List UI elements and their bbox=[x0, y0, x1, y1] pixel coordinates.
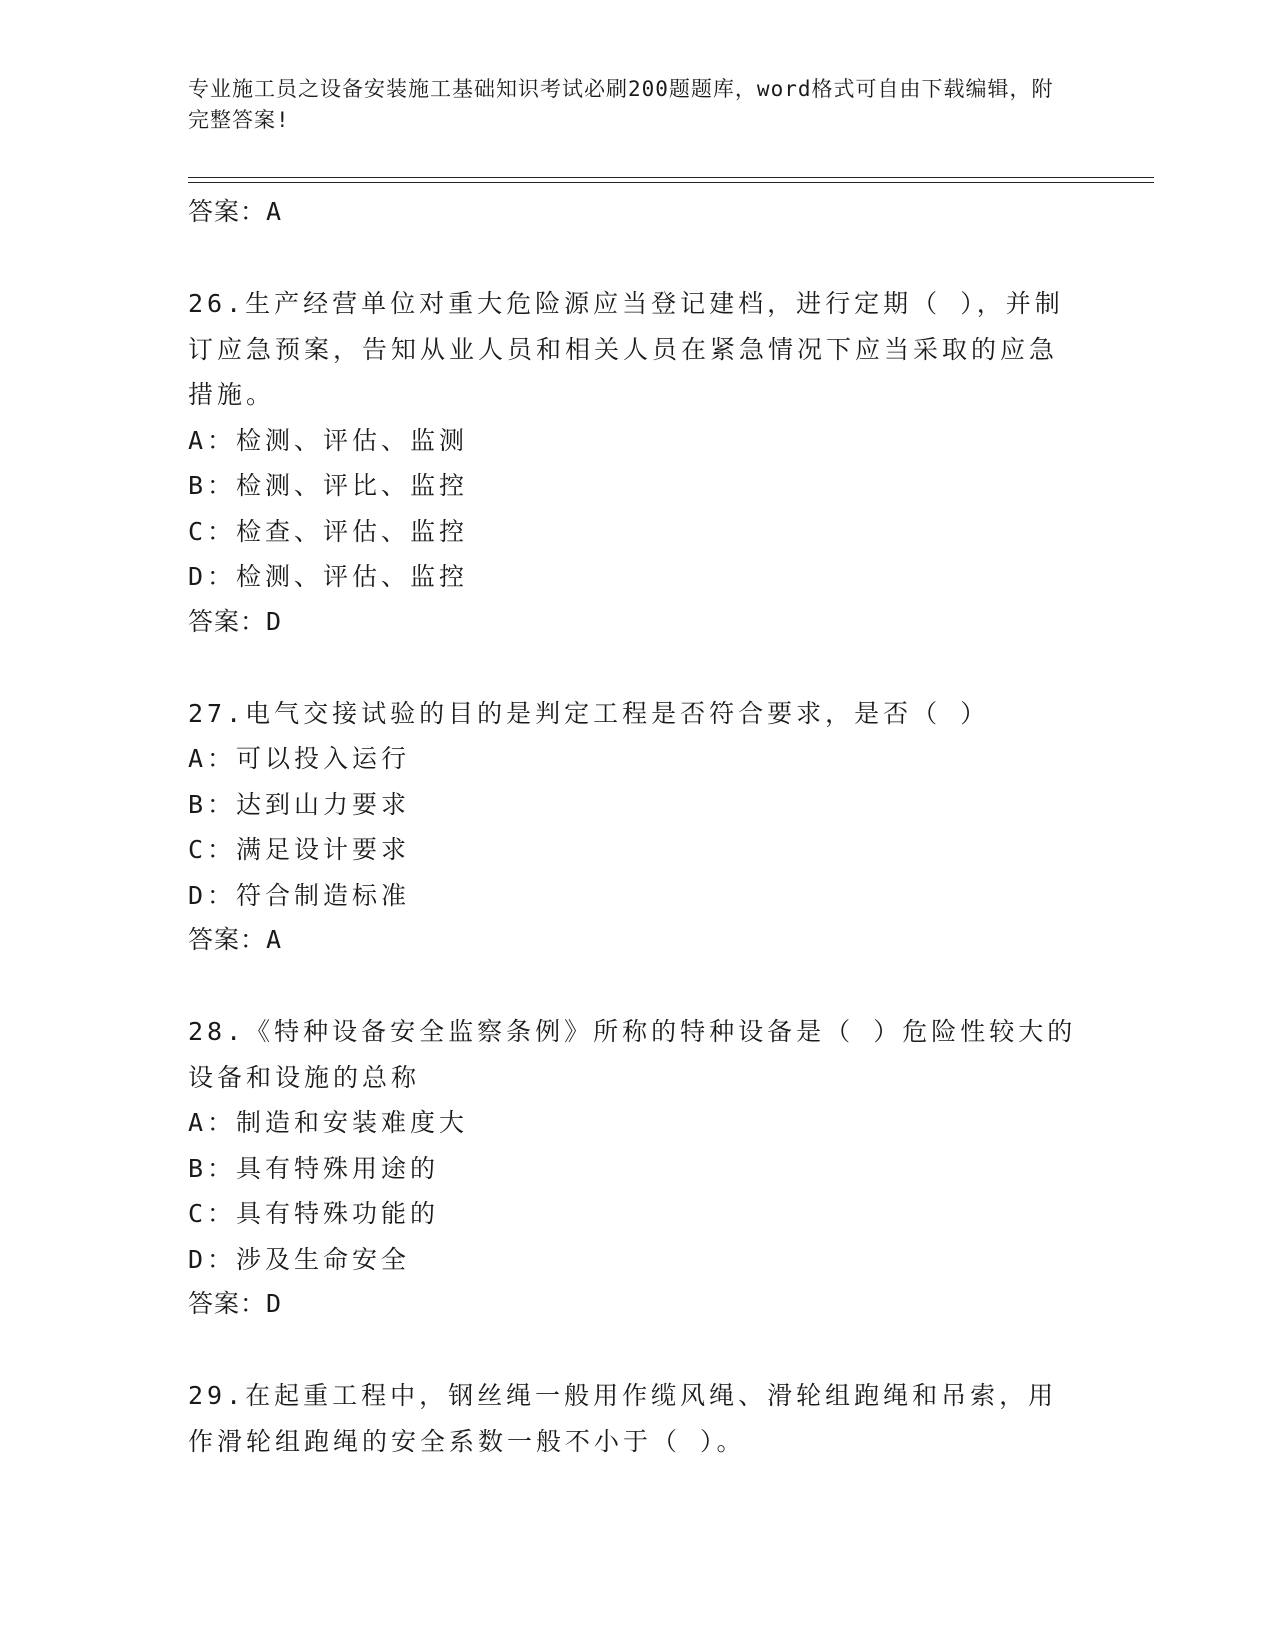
question-stem: 27.电气交接试验的目的是判定工程是否符合要求，是否（ ） bbox=[188, 698, 990, 728]
answer-line: 答案：D bbox=[188, 606, 283, 636]
option-b: B：检测、评比、监控 bbox=[188, 471, 469, 500]
option-c: C：具有特殊功能的 bbox=[188, 1199, 440, 1228]
option-a: A：检测、评估、监测 bbox=[188, 425, 469, 455]
question-stem: 28.《特种设备安全监察条例》所称的特种设备是（ ）危险性较大的设备和设施的总称 bbox=[188, 1017, 1077, 1092]
question-26 bbox=[188, 281, 1078, 644]
option-d: D：涉及生命安全 bbox=[188, 1244, 411, 1274]
question-list bbox=[188, 190, 1078, 1464]
option-b: B：具有特殊用途的 bbox=[188, 1153, 440, 1183]
question-28 bbox=[188, 1009, 1078, 1326]
answer-line: 答案：A bbox=[188, 925, 283, 954]
document-header: 专业施工员之设备安装施工基础知识考试必刷200题题库，word格式可自由下载编辑，附完整答案! bbox=[188, 77, 1054, 132]
question-27 bbox=[188, 691, 1078, 963]
option-d: D：符合制造标准 bbox=[188, 880, 411, 910]
header-divider-top bbox=[188, 177, 1154, 178]
option-c: C：满足设计要求 bbox=[188, 835, 411, 864]
option-d: D：检测、评估、监控 bbox=[188, 562, 469, 591]
option-c: C：检查、评估、监控 bbox=[188, 516, 469, 546]
option-a: A：可以投入运行 bbox=[188, 744, 411, 773]
answer-line: 答案：D bbox=[188, 1289, 283, 1318]
question-stem: 29.在起重工程中，钢丝绳一般用作缆风绳、滑轮组跑绳和吊索，用作滑轮组跑绳的安全系数一般不小于（ ）。 bbox=[188, 1381, 1058, 1456]
option-a: A：制造和安装难度大 bbox=[188, 1108, 469, 1137]
question-29 bbox=[188, 1373, 1078, 1464]
option-b: B：达到山力要求 bbox=[188, 789, 411, 819]
question-stem: 26.生产经营单位对重大危险源应当登记建档，进行定期（ ），并制订应急预案，告知从业人员和相关人员在紧急情况下应当采取的应急措施。 bbox=[188, 289, 1064, 409]
header-divider-bottom bbox=[188, 182, 1154, 183]
answer-line: 答案：A bbox=[188, 197, 283, 226]
